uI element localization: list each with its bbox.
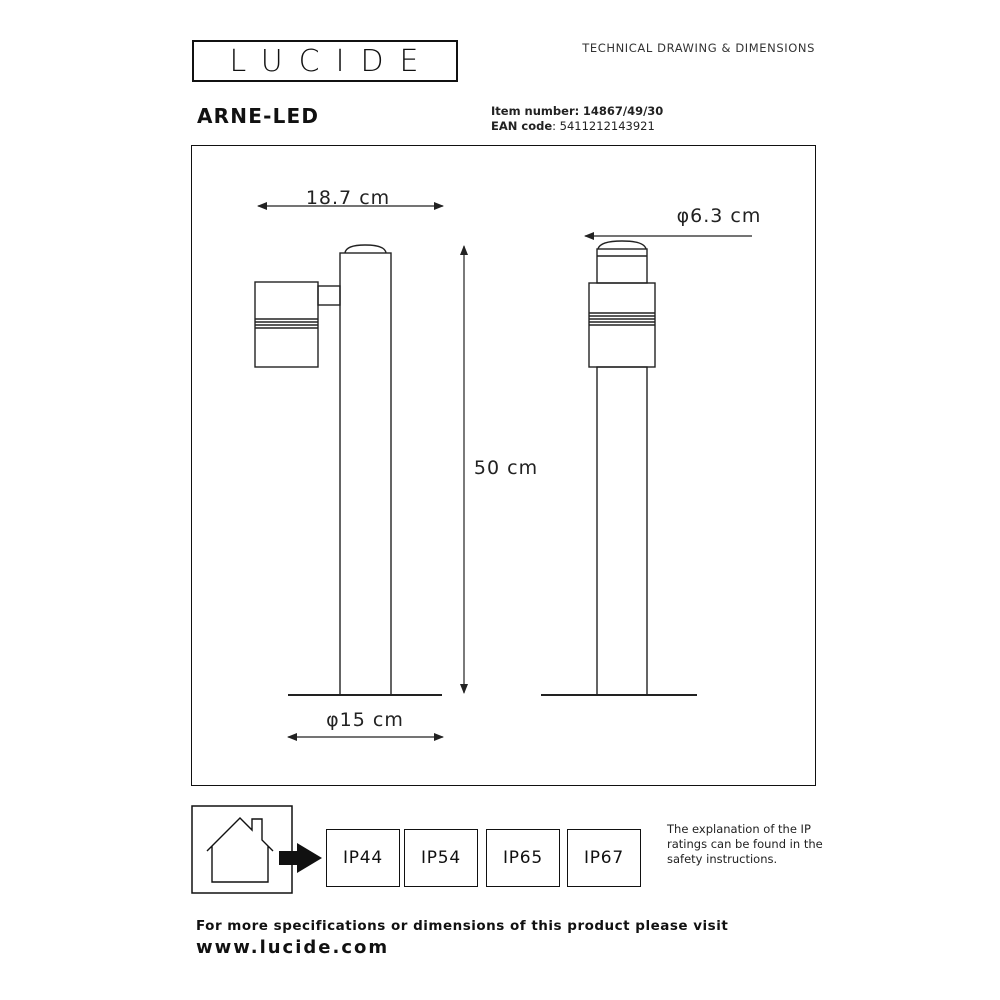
front-post <box>597 367 647 695</box>
base-diameter-label: φ15 cm <box>326 709 404 731</box>
side-post-cap <box>345 245 386 253</box>
head-diameter-label: φ6.3 cm <box>676 205 762 227</box>
house-icon <box>192 806 292 893</box>
ip-rating-note: The explanation of the IP ratings can be found in the safety instructions. <box>667 822 823 866</box>
brand-logo: LUCIDE <box>229 43 435 79</box>
front-top-section <box>597 249 647 283</box>
arrow-right-icon <box>279 843 322 873</box>
front-cap <box>598 241 646 249</box>
height-label: 50 cm <box>473 457 539 479</box>
side-post <box>340 253 391 695</box>
footer-website-link[interactable]: www.lucide.com <box>196 937 390 958</box>
width-label: 18.7 cm <box>305 187 391 209</box>
side-view <box>255 245 442 695</box>
ean-value: : 5411212143921 <box>552 119 655 133</box>
side-bracket <box>318 286 340 305</box>
ean-label: EAN code <box>491 119 553 133</box>
item-number-value: 14867/49/30 <box>582 104 664 118</box>
item-number-label: Item number: <box>491 104 580 118</box>
footer-text: For more specifications or dimensions of this product please visit <box>196 918 729 934</box>
ip-rating-box: IP54 <box>404 829 478 887</box>
ip-rating-box: IP44 <box>326 829 400 887</box>
ip-rating-box: IP65 <box>486 829 560 887</box>
ip-rating-box: IP67 <box>567 829 641 887</box>
front-view <box>541 241 697 695</box>
product-name: ARNE-LED <box>197 104 320 128</box>
document-title: TECHNICAL DRAWING & DIMENSIONS <box>582 41 815 55</box>
